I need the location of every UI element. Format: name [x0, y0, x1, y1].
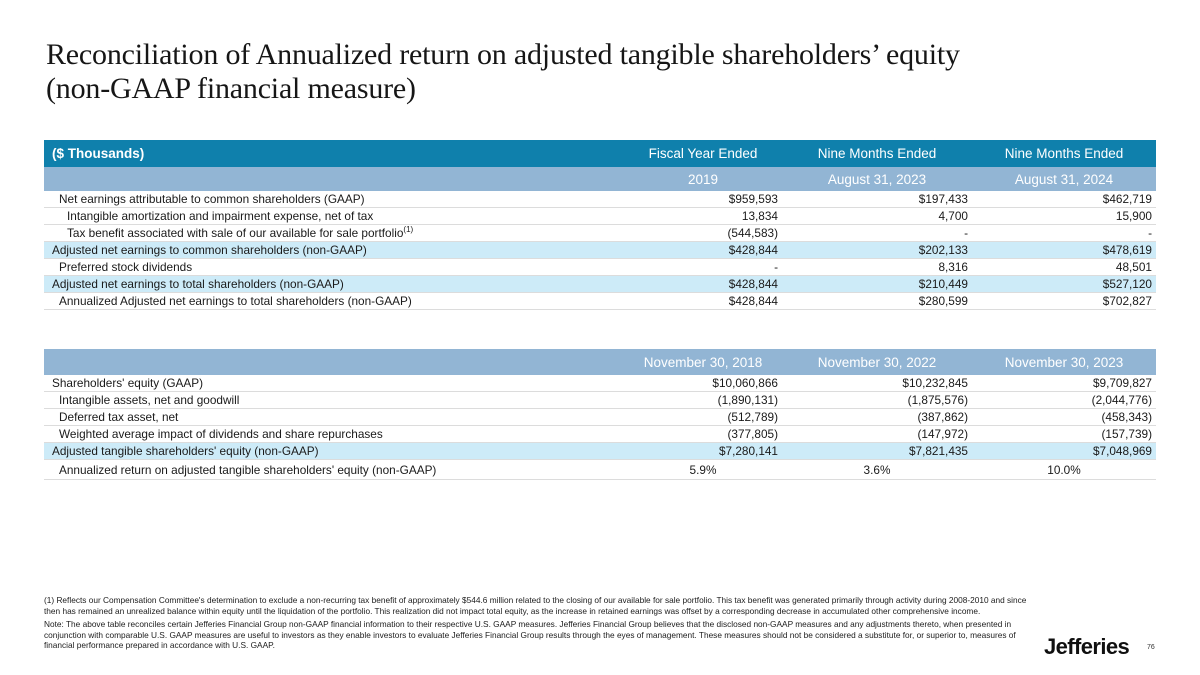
row-label: Adjusted tangible shareholders' equity (non-GAAP) — [52, 444, 319, 458]
row-value: (544,583) — [727, 226, 778, 240]
row-value: 5.9% — [689, 462, 717, 477]
column-header: Nine Months Ended — [1004, 146, 1124, 161]
row-value: $10,060,866 — [712, 376, 778, 390]
row-value: 48,501 — [1115, 260, 1152, 274]
table-row — [44, 392, 1156, 409]
row-value: - — [964, 226, 968, 240]
table-row — [44, 259, 1156, 276]
footnote-1: (1) Reflects our Compensation Committee's determination to exclude a non-recurring tax benefit of approximately $544.6 million related to the closing of our available for sale portfolio. This tax benefit was generated primarily through activity during 2008-2010 and since then has remained an unrealized balance within equity until the liquidation of the portfolio. This realization did not impact total equity, as the increase in retained earnings was offset by a corresponding decrease in accumulated other comprehensive income. — [44, 595, 1027, 616]
row-value: $428,844 — [728, 277, 778, 291]
row-value: $210,449 — [918, 277, 968, 291]
row-label: Adjusted net earnings to total shareholders (non-GAAP) — [52, 277, 344, 291]
row-value: 13,834 — [741, 209, 778, 223]
row-value: $959,593 — [728, 192, 778, 206]
row-label: Annualized return on adjusted tangible shareholders' equity (non-GAAP) — [59, 462, 437, 477]
row-value: (2,044,776) — [1091, 393, 1152, 407]
table-row — [44, 426, 1156, 443]
row-label: Net earnings attributable to common shareholders (GAAP) — [59, 192, 365, 206]
row-label: Intangible amortization and impairment expense, net of tax — [67, 209, 374, 223]
page-title-line1: Reconciliation of Annualized return on adjusted tangible shareholders’ equity — [46, 38, 960, 71]
row-value: (458,343) — [1101, 410, 1152, 424]
table-row — [44, 191, 1156, 208]
row-value: (377,805) — [727, 427, 778, 441]
row-value: (1,875,576) — [907, 393, 968, 407]
row-value: $202,133 — [918, 243, 968, 257]
page-title-line2: (non-GAAP financial measure) — [46, 72, 416, 105]
table-row — [44, 460, 1156, 480]
row-label: Preferred stock dividends — [59, 260, 193, 274]
row-value: $527,120 — [1102, 277, 1152, 291]
row-value: - — [774, 260, 778, 274]
table-row — [44, 225, 1156, 242]
row-value: - — [1148, 226, 1152, 240]
table-header-dates — [44, 349, 1156, 375]
column-subheader: 2019 — [687, 171, 719, 187]
row-value: $7,821,435 — [908, 444, 968, 458]
page-number: 76 — [1147, 644, 1155, 651]
table-header-dates — [44, 167, 1156, 191]
row-label: Intangible assets, net and goodwill — [59, 393, 240, 407]
row-value: 10.0% — [1047, 462, 1081, 477]
footnote-note: Note: The above table reconciles certain Jefferies Financial Group non-GAAP financial information to their respective U.S. GAAP measures. Jefferies Financial Group believes that the disclosed non-GAAP measures and any adjustments thereto, when presented in conjunction with comparable U.S. GAAP measures are useful to investors as they enable investors to evaluate Jefferies Financial Group results through the eyes of management. These measures should not be considered a substitute for, or superior to, measures of financial performance prepared in accordance with U.S. GAAP. — [44, 619, 1016, 651]
footnote-marker: (1) — [403, 226, 414, 235]
row-value: (387,862) — [917, 410, 968, 424]
table-row — [44, 242, 1156, 259]
footnotes — [44, 595, 1036, 651]
row-value: (512,789) — [727, 410, 778, 424]
column-subheader: August 31, 2024 — [1014, 171, 1114, 187]
row-value: $9,709,827 — [1092, 376, 1152, 390]
table-row — [44, 375, 1156, 392]
row-value: $702,827 — [1102, 294, 1152, 308]
page-title — [46, 38, 1176, 106]
column-subheader: August 31, 2023 — [827, 171, 927, 187]
column-header: Fiscal Year Ended — [648, 146, 758, 161]
row-value: (1,890,131) — [717, 393, 778, 407]
units-label: ($ Thousands) — [52, 146, 145, 161]
row-label: Annualized Adjusted net earnings to total shareholders (non-GAAP) — [59, 294, 412, 308]
column-header: November 30, 2018 — [643, 354, 763, 370]
row-value: $462,719 — [1102, 192, 1152, 206]
row-value: $428,844 — [728, 243, 778, 257]
row-value: 3.6% — [863, 462, 891, 477]
table-body — [44, 375, 1156, 480]
row-label: Tax benefit associated with sale of our available for sale portfolio$^{(1)}$ — [67, 226, 414, 240]
table-row — [44, 208, 1156, 225]
row-value: $280,599 — [918, 294, 968, 308]
reconciliation-table-equity — [44, 349, 1156, 480]
row-value: (157,739) — [1101, 427, 1152, 441]
row-label: Adjusted net earnings to common shareholders (non-GAAP) — [52, 243, 367, 257]
table-body — [44, 191, 1156, 310]
row-value: $7,048,969 — [1092, 444, 1152, 458]
column-header: November 30, 2023 — [1004, 354, 1124, 370]
column-header: November 30, 2022 — [817, 354, 937, 370]
reconciliation-table-earnings — [44, 140, 1156, 310]
row-label: Weighted average impact of dividends and share repurchases — [59, 427, 383, 441]
row-label: Deferred tax asset, net — [59, 410, 179, 424]
row-label: Shareholders' equity (GAAP) — [52, 376, 204, 390]
table-row — [44, 276, 1156, 293]
row-value: 15,900 — [1115, 209, 1152, 223]
jefferies-logo: Jefferies — [1044, 634, 1130, 659]
row-value: (147,972) — [917, 427, 968, 441]
table-row — [44, 293, 1156, 310]
row-value: $478,619 — [1102, 243, 1152, 257]
row-value: $197,433 — [918, 192, 968, 206]
row-value: 4,700 — [938, 209, 968, 223]
row-value: 8,316 — [938, 260, 968, 274]
table-row — [44, 443, 1156, 460]
row-value: $7,280,141 — [718, 444, 778, 458]
row-value: $10,232,845 — [902, 376, 968, 390]
column-header: Nine Months Ended — [817, 146, 937, 161]
row-value: $428,844 — [728, 294, 778, 308]
table-header-period — [44, 140, 1156, 167]
table-row — [44, 409, 1156, 426]
